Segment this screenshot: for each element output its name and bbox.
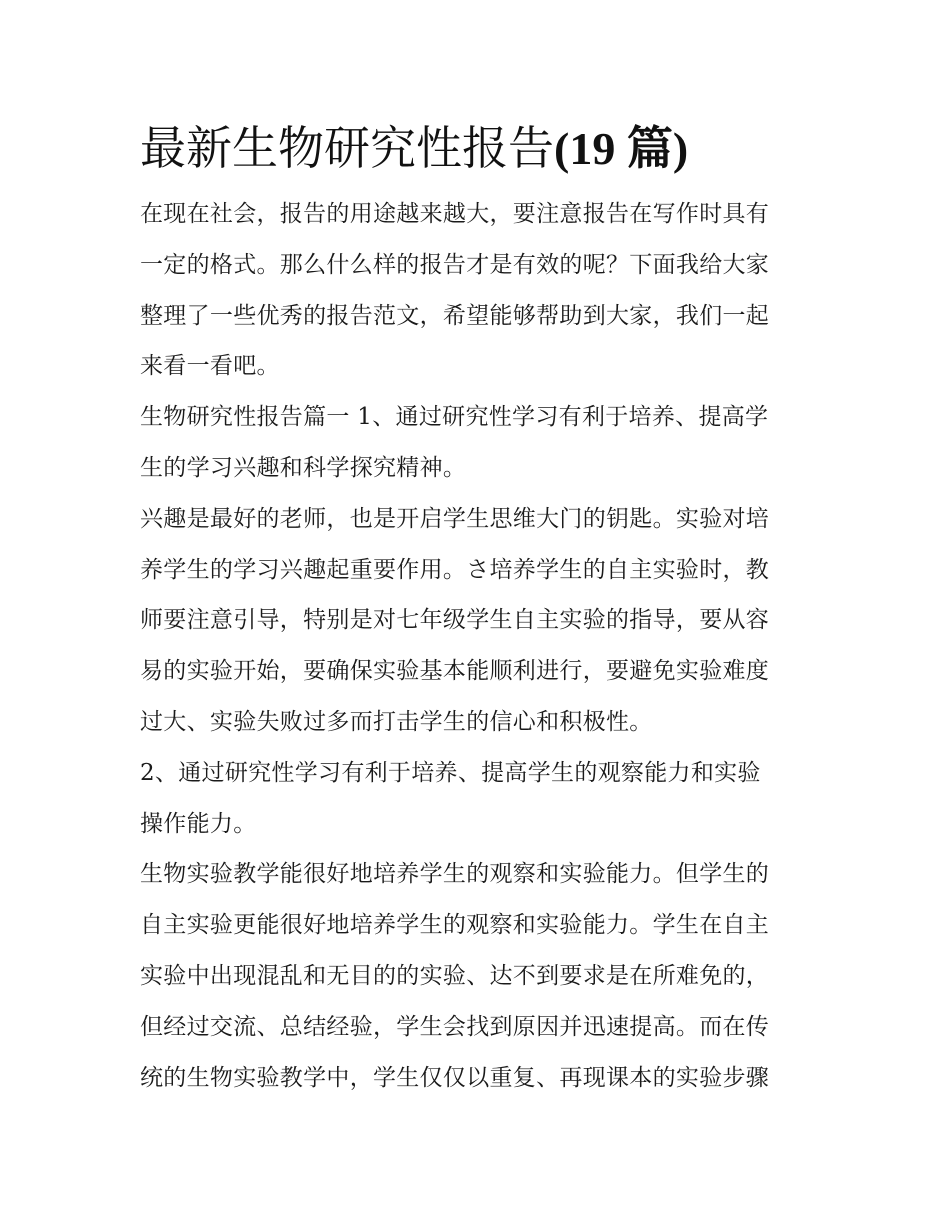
paragraph-intro (140, 189, 812, 392)
text-line: 实验中出现混乱和无目的的实验、达不到要求是在所难免的， (140, 962, 770, 989)
title-main: 最新生物研究性报告 (140, 121, 554, 175)
text-line: 一定的格式。那么什么样的报告才是有效的呢？下面我给大家 (140, 251, 770, 278)
document-title (140, 108, 812, 189)
text-line: 操作能力。 (140, 810, 257, 837)
text-line: 养学生的学习兴趣起重要作用。さ培养学生的自主实验时，教 (140, 556, 770, 583)
text-line: 生物实验教学能很好地培养学生的观察和实验能力。但学生的 (140, 861, 770, 888)
paragraph-section-one (140, 392, 812, 494)
text-line: 易的实验开始，要确保实验基本能顺利进行，要避免实验难度 (140, 658, 770, 685)
title-suffix: (19 篇) (554, 123, 689, 174)
text-line: 自主实验更能很好地培养学生的观察和实验能力。学生在自主 (140, 912, 770, 939)
text-line: 整理了一些优秀的报告范文，希望能够帮助到大家，我们一起 (140, 302, 770, 329)
text-line: 生物研究性报告篇一 1、通过研究性学习有利于培养、提高学 (140, 404, 769, 431)
text-line: 师要注意引导，特别是对七年级学生自主实验的指导，要从容 (140, 607, 770, 634)
text-line: 在现在社会，报告的用途越来越大，要注意报告在写作时具有 (140, 201, 770, 227)
paragraph-observation (140, 849, 812, 1103)
text-line: 统的生物实验教学中，学生仅仅以重复、再现课本的实验步骤 (140, 1064, 770, 1091)
paragraph-point-two (140, 748, 812, 850)
text-line: 生的学习兴趣和科学探究精神。 (140, 454, 467, 481)
document-content (140, 108, 812, 1103)
text-line: 来看一看吧。 (140, 353, 280, 380)
paragraph-interest (140, 494, 812, 748)
text-line: 兴趣是最好的老师，也是开启学生思维大门的钥匙。实验对培 (140, 505, 770, 532)
text-line: 过大、实验失败过多而打击学生的信心和积极性。 (140, 708, 653, 735)
text-line: 但经过交流、总结经验，学生会找到原因并迅速提高。而在传 (140, 1013, 770, 1040)
text-line: 2、通过研究性学习有利于培养、提高学生的观察能力和实验 (140, 759, 761, 786)
